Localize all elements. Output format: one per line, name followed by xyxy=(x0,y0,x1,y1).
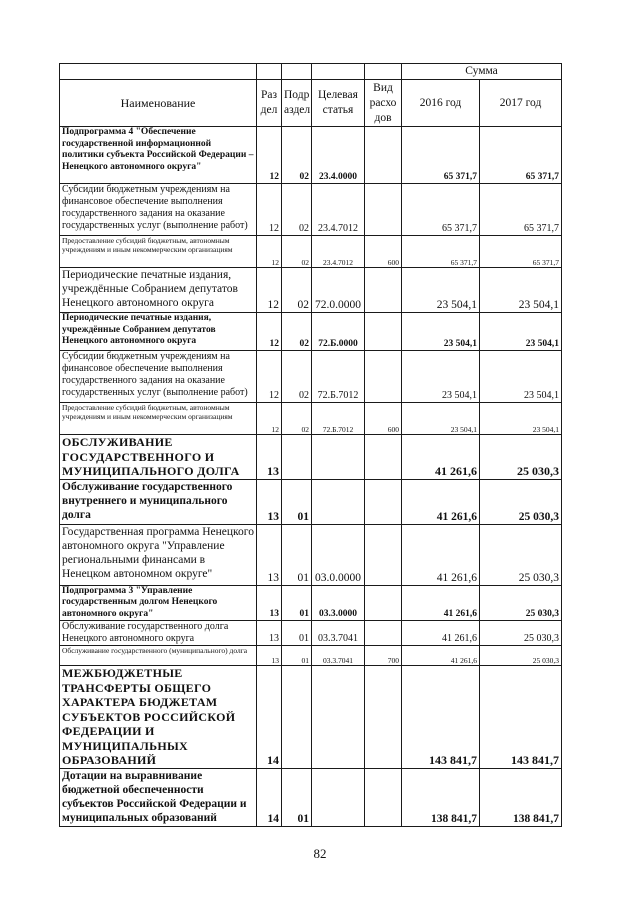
cell-amount-2017: 143 841,7 xyxy=(480,666,562,769)
cell-target-article xyxy=(312,768,365,826)
cell-amount-2016: 41 261,6 xyxy=(402,435,480,480)
cell-amount-2017: 23 504,1 xyxy=(480,403,562,435)
cell-podrazdel: 01 xyxy=(282,479,312,524)
cell-expense-type xyxy=(365,313,402,351)
cell-name: Субсидии бюджетным учреждениям на финансовое обеспечение выполнения государственного задания на оказание государственных услуг (выполнение работ) xyxy=(60,184,257,236)
header-year-2016: 2016 год xyxy=(402,80,480,127)
cell-razdel: 13 xyxy=(257,479,282,524)
cell-amount-2017: 65 371,7 xyxy=(480,236,562,268)
cell-name: МЕЖБЮДЖЕТНЫЕ ТРАНСФЕРТЫ ОБЩЕГО ХАРАКТЕРА БЮДЖЕТАМ СУБЪЕКТОВ РОССИЙСКОЙ ФЕДЕРАЦИИ И МУНИЦИПАЛЬНЫХ ОБРАЗОВАНИЙ xyxy=(60,666,257,769)
table-body xyxy=(60,127,562,827)
cell-expense-type xyxy=(365,127,402,184)
cell-podrazdel: 01 xyxy=(282,646,312,666)
table-row xyxy=(60,768,562,826)
table-row xyxy=(60,646,562,666)
cell-expense-type xyxy=(365,268,402,313)
table-row xyxy=(60,127,562,184)
budget-table xyxy=(59,63,562,827)
cell-expense-type xyxy=(365,666,402,769)
cell-expense-type xyxy=(365,435,402,480)
cell-amount-2016: 65 371,7 xyxy=(402,127,480,184)
cell-razdel: 12 xyxy=(257,184,282,236)
cell-amount-2016: 41 261,6 xyxy=(402,479,480,524)
cell-target-article: 23.4.0000 xyxy=(312,127,365,184)
cell-podrazdel: 02 xyxy=(282,351,312,403)
cell-amount-2017: 65 371,7 xyxy=(480,127,562,184)
header-sum: Сумма xyxy=(402,64,562,80)
cell-name: Дотации на выравнивание бюджетной обеспеченности субъектов Российской Федерации и муниципальных образований xyxy=(60,768,257,826)
cell-target-article xyxy=(312,479,365,524)
cell-target-article: 03.0.0000 xyxy=(312,524,365,585)
cell-razdel: 12 xyxy=(257,127,282,184)
cell-amount-2016: 41 261,6 xyxy=(402,621,480,646)
header-razdel: Раз дел xyxy=(257,80,282,127)
header-target: Целевая статья xyxy=(312,80,365,127)
cell-podrazdel: 01 xyxy=(282,621,312,646)
cell-razdel: 12 xyxy=(257,313,282,351)
cell-target-article: 72.Б.7012 xyxy=(312,403,365,435)
cell-target-article: 03.3.7041 xyxy=(312,621,365,646)
table-row xyxy=(60,313,562,351)
cell-amount-2017: 138 841,7 xyxy=(480,768,562,826)
cell-amount-2017: 23 504,1 xyxy=(480,313,562,351)
cell-amount-2016: 23 504,1 xyxy=(402,351,480,403)
cell-target-article xyxy=(312,666,365,769)
cell-razdel: 13 xyxy=(257,435,282,480)
cell-target-article: 23.4.7012 xyxy=(312,236,365,268)
cell-razdel: 13 xyxy=(257,585,282,621)
cell-podrazdel xyxy=(282,435,312,480)
cell-expense-type xyxy=(365,768,402,826)
cell-podrazdel: 02 xyxy=(282,127,312,184)
cell-name: Периодические печатные издания, учреждённые Собранием депутатов Ненецкого автономного округа xyxy=(60,268,257,313)
cell-podrazdel: 02 xyxy=(282,403,312,435)
cell-target-article: 23.4.7012 xyxy=(312,184,365,236)
cell-name: Обслуживание государственного (муниципального) долга xyxy=(60,646,257,666)
cell-expense-type: 600 xyxy=(365,403,402,435)
cell-amount-2016: 41 261,6 xyxy=(402,585,480,621)
cell-name: Предоставление субсидий бюджетным, автономным учреждениям и иным некоммерческим организациям xyxy=(60,403,257,435)
cell-amount-2017: 25 030,3 xyxy=(480,435,562,480)
cell-amount-2016: 138 841,7 xyxy=(402,768,480,826)
cell-podrazdel: 02 xyxy=(282,268,312,313)
cell-expense-type xyxy=(365,621,402,646)
cell-name: Подпрограмма 4 "Обеспечение государственной информационной политики субъекта Российской Федерации – Ненецкого автономного округа" xyxy=(60,127,257,184)
cell-podrazdel: 01 xyxy=(282,585,312,621)
cell-podrazdel xyxy=(282,666,312,769)
cell-expense-type xyxy=(365,479,402,524)
header-blank-vid xyxy=(365,64,402,80)
table-row xyxy=(60,621,562,646)
cell-razdel: 12 xyxy=(257,403,282,435)
page-number: 82 xyxy=(313,846,327,861)
header-name: Наименование xyxy=(60,80,257,127)
cell-amount-2017: 65 371,7 xyxy=(480,184,562,236)
cell-amount-2016: 65 371,7 xyxy=(402,236,480,268)
cell-name: Обслуживание государственного долга Ненецкого автономного округа xyxy=(60,621,257,646)
cell-expense-type xyxy=(365,524,402,585)
cell-amount-2016: 23 504,1 xyxy=(402,268,480,313)
cell-podrazdel: 02 xyxy=(282,236,312,268)
cell-razdel: 12 xyxy=(257,351,282,403)
cell-amount-2017: 25 030,3 xyxy=(480,479,562,524)
table-row xyxy=(60,184,562,236)
table-row xyxy=(60,351,562,403)
cell-name: Государственная программа Ненецкого автономного округа "Управление региональными финансами в Ненецком автономном округе" xyxy=(60,524,257,585)
cell-razdel: 12 xyxy=(257,268,282,313)
header-year-2017: 2017 год xyxy=(480,80,562,127)
cell-target-article: 72.Б.7012 xyxy=(312,351,365,403)
cell-razdel: 14 xyxy=(257,666,282,769)
cell-amount-2016: 41 261,6 xyxy=(402,646,480,666)
cell-target-article: 72.Б.0000 xyxy=(312,313,365,351)
cell-name: Субсидии бюджетным учреждениям на финансовое обеспечение выполнения государственного задания на оказание государственных услуг (выполнение работ) xyxy=(60,351,257,403)
cell-razdel: 14 xyxy=(257,768,282,826)
cell-expense-type: 600 xyxy=(365,236,402,268)
cell-amount-2016: 65 371,7 xyxy=(402,184,480,236)
cell-amount-2017: 23 504,1 xyxy=(480,351,562,403)
cell-amount-2016: 143 841,7 xyxy=(402,666,480,769)
cell-amount-2017: 25 030,3 xyxy=(480,621,562,646)
cell-name: Периодические печатные издания, учреждённые Собранием депутатов Ненецкого автономного округа xyxy=(60,313,257,351)
cell-razdel: 13 xyxy=(257,524,282,585)
cell-target-article: 72.0.0000 xyxy=(312,268,365,313)
cell-target-article xyxy=(312,435,365,480)
cell-podrazdel: 02 xyxy=(282,184,312,236)
cell-razdel: 13 xyxy=(257,621,282,646)
table-row xyxy=(60,585,562,621)
table-header xyxy=(60,64,562,127)
table-row xyxy=(60,268,562,313)
table-row xyxy=(60,524,562,585)
header-blank-razdel xyxy=(257,64,282,80)
cell-amount-2017: 23 504,1 xyxy=(480,268,562,313)
header-podrazdel: Подр аздел xyxy=(282,80,312,127)
header-blank-target xyxy=(312,64,365,80)
cell-amount-2016: 23 504,1 xyxy=(402,313,480,351)
table-row xyxy=(60,236,562,268)
cell-amount-2016: 41 261,6 xyxy=(402,524,480,585)
cell-name: Предоставление субсидий бюджетным, автономным учреждениям и иным некоммерческим организациям xyxy=(60,236,257,268)
table-row xyxy=(60,435,562,480)
cell-amount-2017: 25 030,3 xyxy=(480,585,562,621)
cell-podrazdel: 01 xyxy=(282,768,312,826)
cell-amount-2016: 23 504,1 xyxy=(402,403,480,435)
header-blank-podrazdel xyxy=(282,64,312,80)
cell-name: Обслуживание государственного внутреннего и муниципального долга xyxy=(60,479,257,524)
cell-amount-2017: 25 030,3 xyxy=(480,524,562,585)
cell-podrazdel: 02 xyxy=(282,313,312,351)
cell-expense-type xyxy=(365,585,402,621)
table-row xyxy=(60,403,562,435)
cell-target-article: 03.3.0000 xyxy=(312,585,365,621)
header-vid: Вид расхо дов xyxy=(365,80,402,127)
table-row xyxy=(60,666,562,769)
cell-target-article: 03.3.7041 xyxy=(312,646,365,666)
cell-razdel: 13 xyxy=(257,646,282,666)
cell-expense-type: 700 xyxy=(365,646,402,666)
cell-name: ОБСЛУЖИВАНИЕ ГОСУДАРСТВЕННОГО И МУНИЦИПАЛЬНОГО ДОЛГА xyxy=(60,435,257,480)
cell-podrazdel: 01 xyxy=(282,524,312,585)
cell-expense-type xyxy=(365,351,402,403)
cell-expense-type xyxy=(365,184,402,236)
cell-amount-2017: 25 030,3 xyxy=(480,646,562,666)
cell-name: Подпрограмма 3 "Управление государственным долгом Ненецкого автономного округа" xyxy=(60,585,257,621)
header-blank-name xyxy=(60,64,257,80)
cell-razdel: 12 xyxy=(257,236,282,268)
table-row xyxy=(60,479,562,524)
